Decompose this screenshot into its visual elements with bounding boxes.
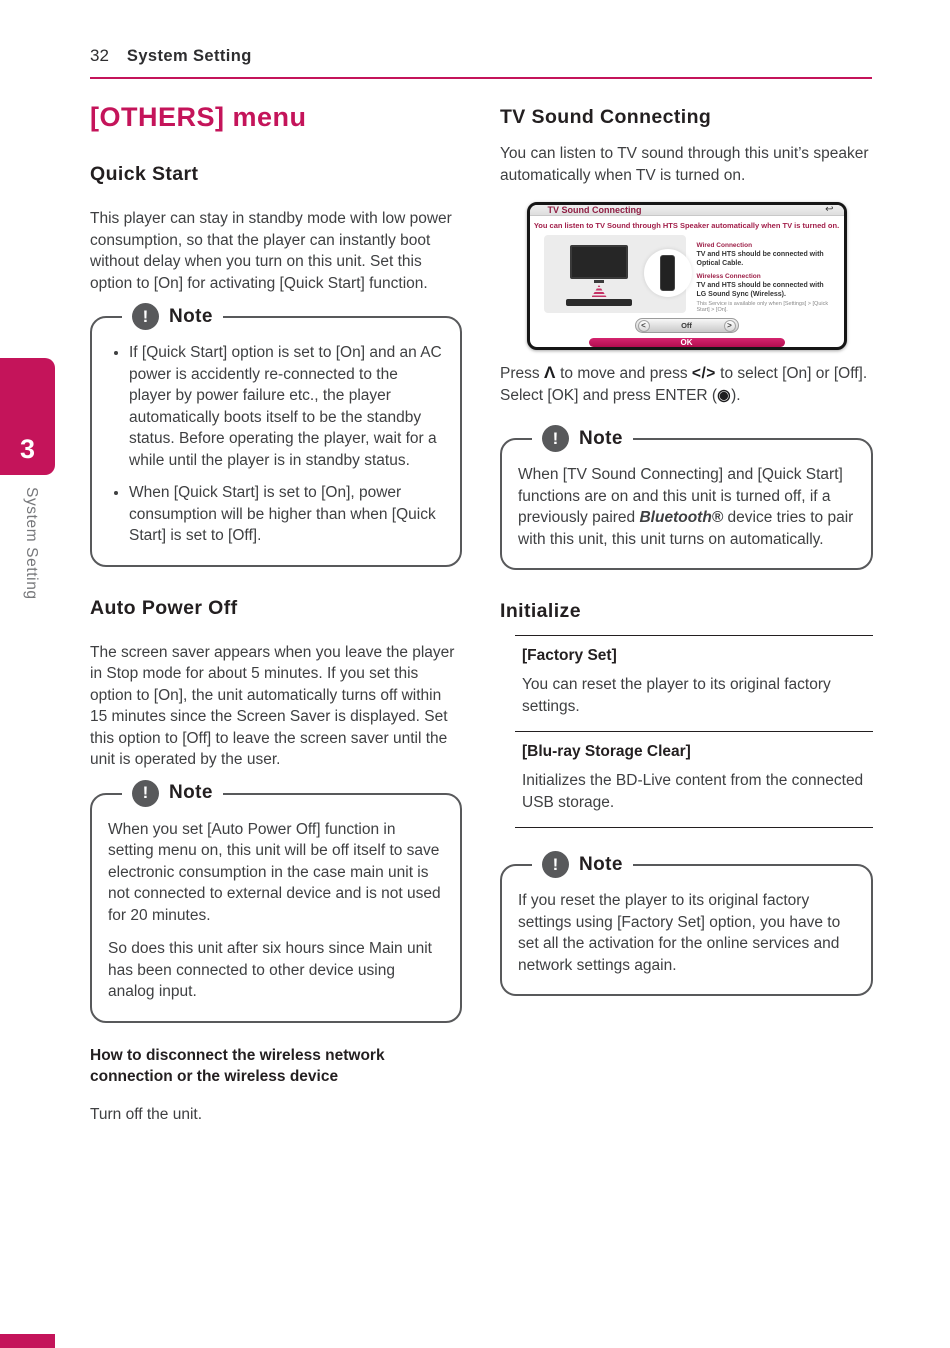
note-label: Note [169,782,213,803]
left-column [90,102,462,1145]
osd-main [530,230,844,313]
note-tab [532,851,633,878]
back-arrow-icon: ↩ [825,204,834,215]
right-column [500,106,873,996]
initialize-term: [Blu-ray Storage Clear] [522,743,691,760]
tv-illustration [544,235,686,313]
press-text: to move and press [555,365,692,382]
note-bullet: • If [Quick Start] option is set to [On] and an AC power is accidently re-connected to the player by power failure etc., the player automatically boots itself to be the standby status. Before operating the player, wait for a while until the player is in standby status. [129,342,444,471]
note-paragraph: So does this unit after six hours since Main unit has been connected to other device using analog input. [108,940,432,1000]
initialize-term: [Factory Set] [522,647,617,664]
wireless-connection-label: Wireless Connection [696,273,761,280]
osd-selector-row [530,318,844,333]
initialize-list [515,635,873,828]
wireless-connection-fine-print: This Service is available only when [Settings] > [Quick Start] > [On]. [696,301,829,313]
chapter-tab [0,358,55,475]
speaker-circle [644,249,692,297]
speaker-icon [660,255,675,291]
press-text: Press [500,365,544,382]
wired-connection-text: TV and HTS should be connected with Optical Cable. [696,251,824,267]
press-text: to select [On] or [Off]. Select [OK] and press ENTER ( [500,365,868,404]
wireless-signal-icon [592,285,607,297]
note-paragraph: If you reset the player to its original factory settings using [Factory Set] option, you have to set all the activation for the online services and network settings again. [518,892,841,974]
tv-sound-heading: TV Sound Connecting [500,106,712,128]
enter-key-icon: ◉ [717,386,732,404]
tv-sound-body: You can listen to TV sound through this unit’s speaker automatically when TV is turned on. [500,145,869,184]
bluetooth-brand: Bluetooth® [639,509,724,526]
auto-power-off-heading: Auto Power Off [90,596,238,619]
page-edge-marker [0,1334,55,1348]
press-instruction [500,362,873,406]
exclamation-icon: ! [132,303,159,330]
note-tab [122,780,223,807]
note-bullet-list [108,342,444,547]
up-key-icon: Λ [543,363,556,382]
note-label: Note [579,427,623,449]
note-label: Note [579,853,623,875]
others-menu-title: [OTHERS] menu [90,102,307,132]
note-text: device tries to pair with this unit, this unit turns on automatically. [518,509,854,548]
initialize-item [515,636,873,732]
page-header [90,46,872,79]
left-right-key-icon: </> [691,365,716,382]
tv-stand-icon [594,280,604,283]
chapter-vertical-label: System Setting [23,487,40,600]
note-box-initialize [500,853,873,996]
note-paragraph [518,464,855,550]
press-text: ). [731,386,741,404]
selector-left-icon: < [638,320,650,332]
note-bullet: • When [Quick Start] is set to [On], power consumption will be higher than when [Quick Start] is set to [Off]. [129,482,444,547]
osd-text-block [686,235,832,313]
exclamation-icon: ! [542,425,569,452]
osd-title-bar [530,205,844,216]
page-section-title: System Setting [126,47,252,65]
note-box-quick-start [90,305,462,567]
note-box-auto-power-off [90,782,462,1023]
initialize-item [515,732,873,828]
selector-value: Off [681,321,692,330]
note-tab [122,303,223,330]
quick-start-body: This player can stay in standby mode with low power consumption, so that the player can instantly boot without delay when you turn on this unit. Set this option to [On] for activating [Quick Start] function. [90,210,452,292]
initialize-desc: Initializes the BD-Live content from the connected USB storage. [522,772,864,811]
osd-screenshot [527,202,847,350]
note-paragraph: When you set [Auto Power Off] function in setting menu on, this unit will be off itself to save electronic consumption in the case main unit is not connected to external device and is not used for 20 minutes. [108,820,441,924]
exclamation-icon: ! [542,851,569,878]
exclamation-icon: ! [132,780,159,807]
note-label: Note [169,305,213,327]
initialize-desc: You can reset the player to its original factory settings. [522,676,831,715]
ok-button: OK [589,338,785,347]
on-off-selector [635,318,739,333]
page-number: 32 [90,46,109,65]
note-tab [532,425,633,452]
wireless-connection-text: TV and HTS should be connected with LG Sound Sync (Wireless). [696,282,824,298]
quick-start-heading: Quick Start [90,163,199,185]
selector-right-icon: > [724,320,736,332]
tv-icon [570,245,628,279]
osd-headline: You can listen to TV Sound through HTS Speaker automatically when TV is turned on. [533,221,840,230]
osd-title: TV Sound Connecting [547,205,642,215]
initialize-heading: Initialize [500,600,581,622]
chapter-number: 3 [19,434,36,464]
note-box-tv-sound [500,427,873,570]
wired-connection-label: Wired Connection [696,242,753,249]
wireless-disconnect-body: Turn off the unit. [90,1105,203,1123]
note-text: When [TV Sound Connecting] and [Quick Start] functions are on and this unit is turned off, if a previously paired [518,466,843,526]
wireless-disconnect-heading: How to disconnect the wireless network connection or the wireless device [90,1046,385,1085]
soundbar-icon [566,299,632,306]
auto-power-off-body: The screen saver appears when you leave the player in Stop mode for about 5 minutes. If you set this option to [On], the unit automatically turns off within 15 minutes since the Screen Saver is displayed. Set this option to [Off] to leave the screen saver until the unit is operated by the user. [90,643,455,768]
